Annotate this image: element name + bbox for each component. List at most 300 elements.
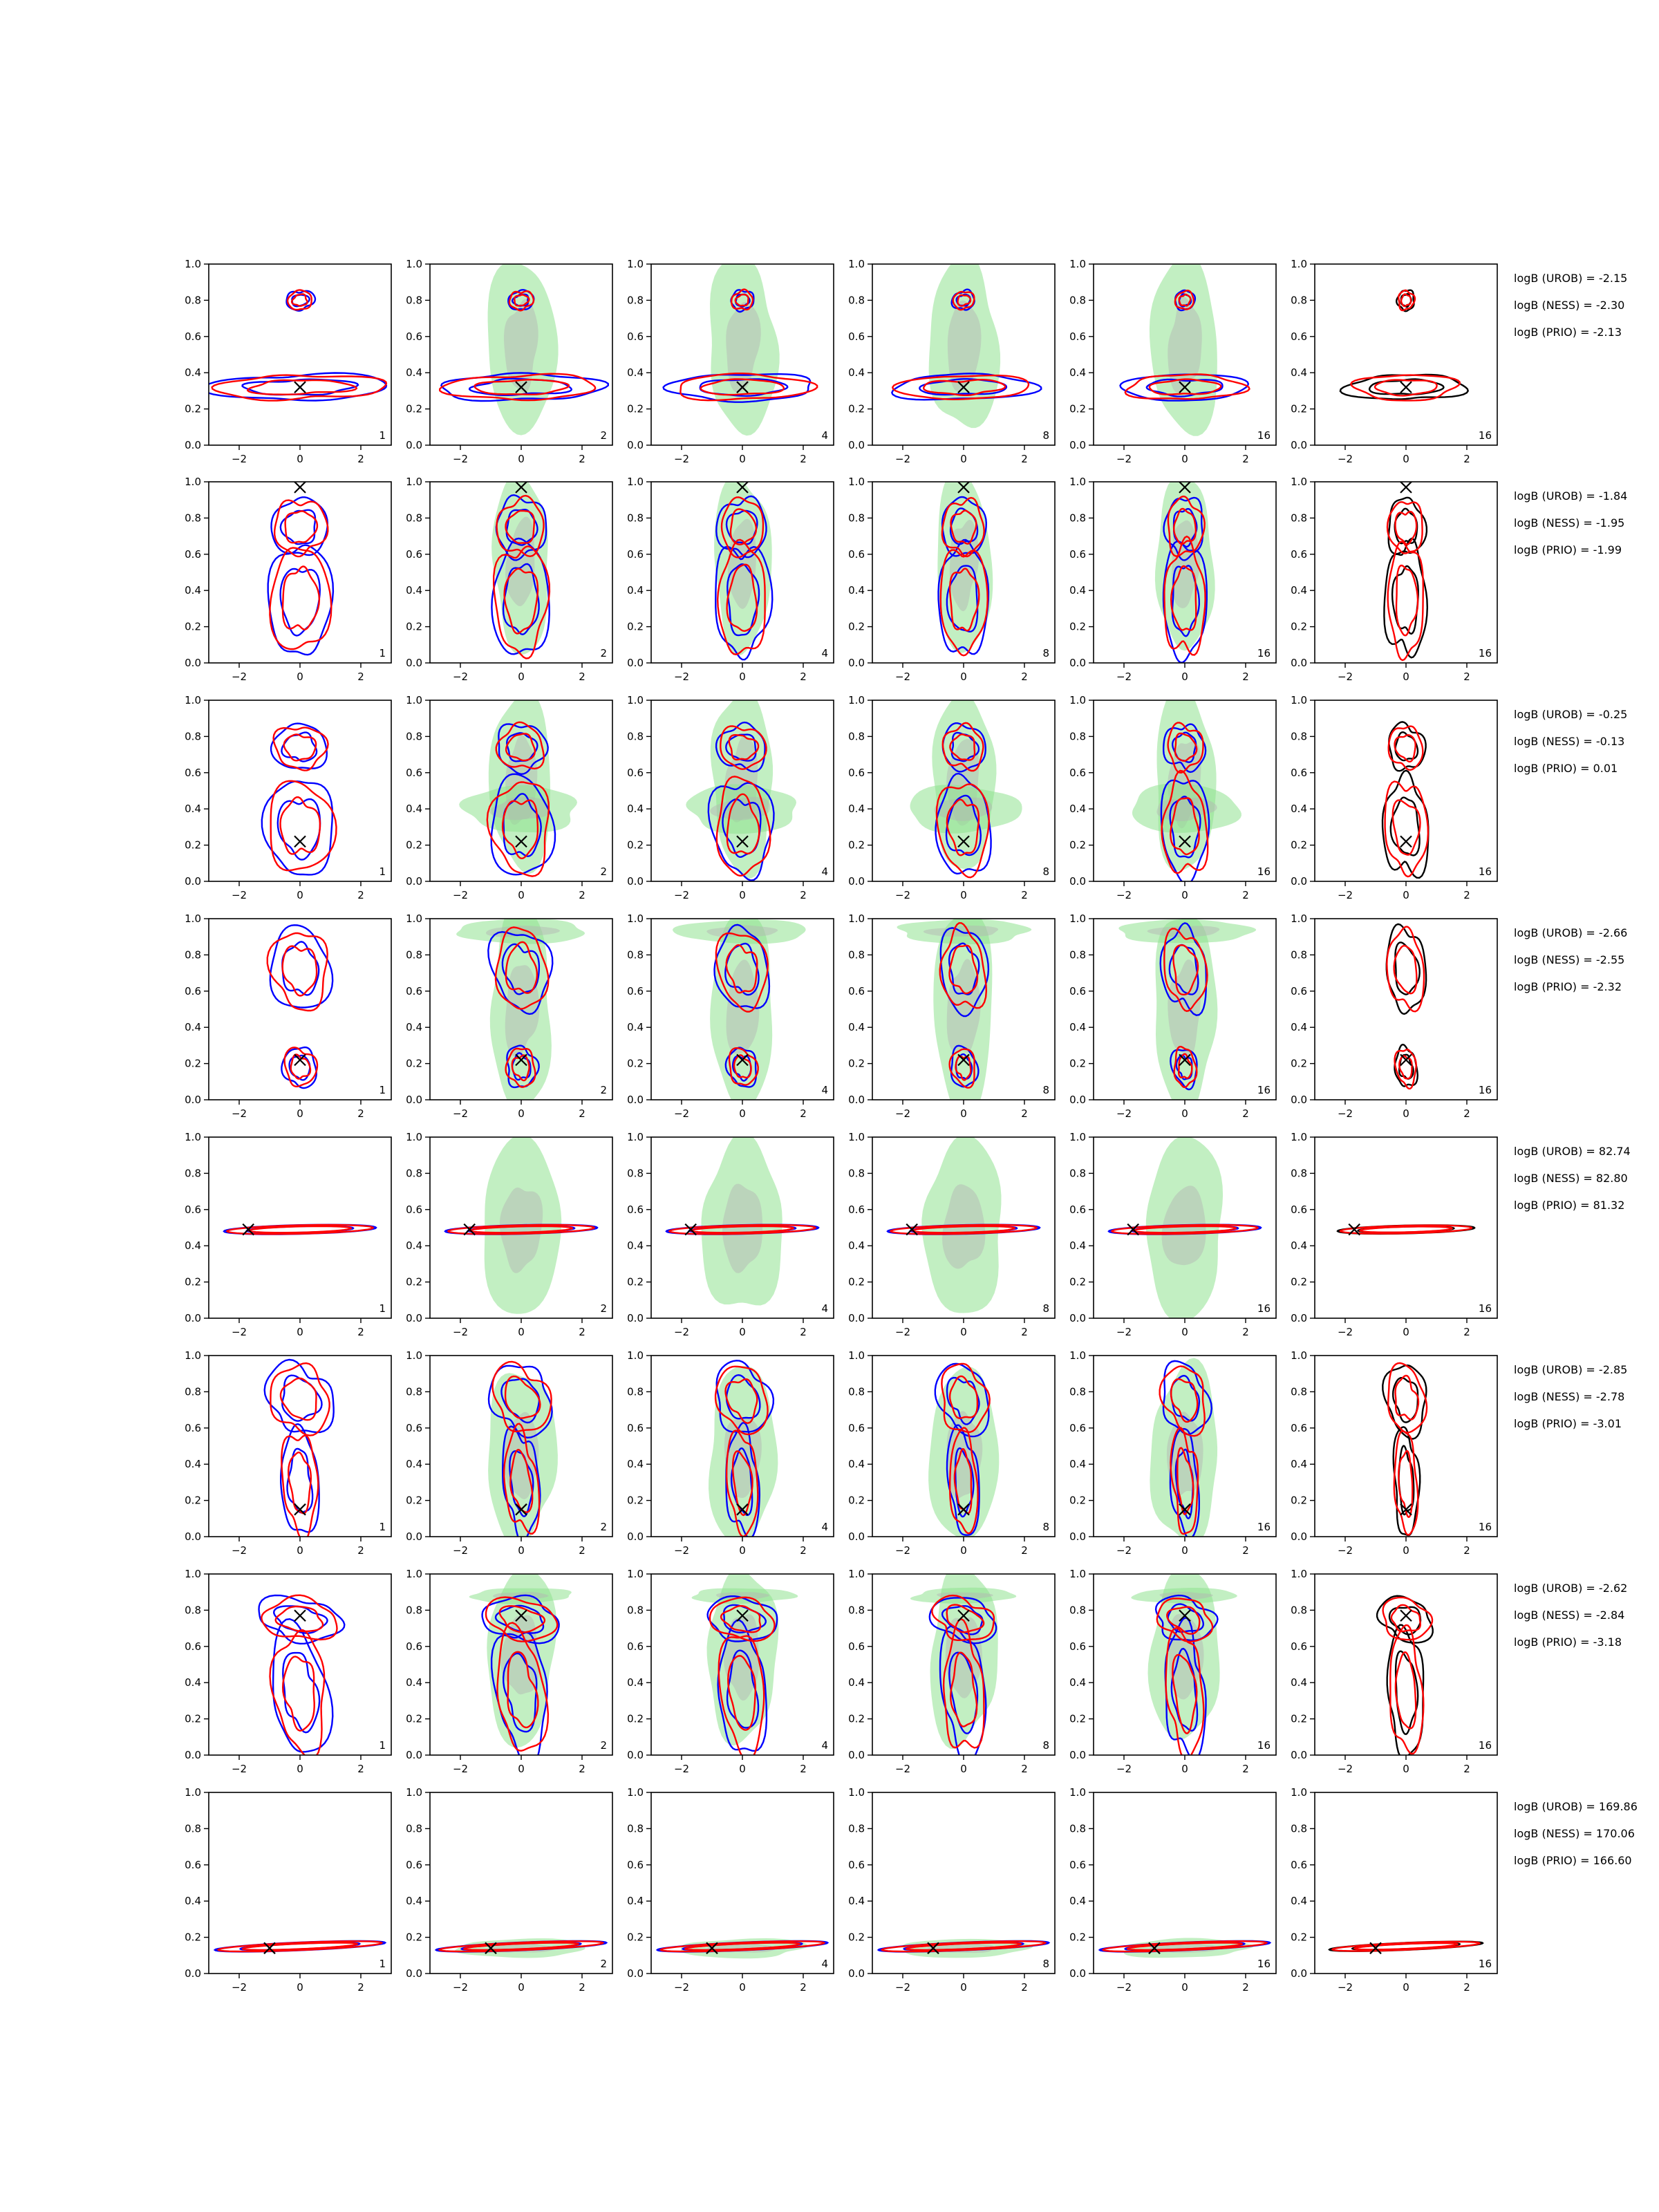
y-tick-label: 0.6	[1291, 1203, 1307, 1216]
y-tick-label: 0.6	[627, 1203, 644, 1216]
y-tick-label: 0.8	[627, 1822, 644, 1835]
y-tick-label: 0.8	[627, 1604, 644, 1617]
y-tick-label: 1.0	[848, 476, 865, 488]
x-tick-label: 2	[800, 889, 807, 901]
panel-corner-label: 4	[821, 1739, 828, 1752]
y-tick-label: 0.0	[1069, 657, 1086, 669]
x-tick-label: 2	[579, 889, 585, 901]
logb-value-2: logB (NESS) = -1.95	[1514, 516, 1625, 529]
y-tick-label: 0.0	[848, 657, 865, 669]
y-tick-label: 1.0	[185, 1131, 201, 1143]
y-tick-label: 0.0	[1069, 875, 1086, 888]
x-tick-label: 0	[297, 1326, 303, 1338]
y-tick-label: 0.4	[185, 1895, 201, 1908]
x-tick-label: −2	[894, 1763, 911, 1775]
y-tick-label: 0.6	[185, 1640, 201, 1653]
y-tick-label: 0.6	[1291, 1858, 1307, 1871]
y-tick-label: 0.0	[848, 875, 865, 888]
y-tick-label: 1.0	[1069, 912, 1086, 925]
x-tick-label: 0	[1403, 1107, 1409, 1120]
y-tick-label: 0.4	[1069, 803, 1086, 816]
y-tick-label: 0.8	[1291, 1604, 1307, 1617]
panel-corner-label: 1	[379, 1302, 386, 1315]
y-tick-label: 0.2	[406, 838, 422, 852]
y-tick-label: 0.2	[848, 1931, 865, 1944]
y-tick-label: 0.0	[1291, 657, 1307, 669]
y-tick-label: 1.0	[1069, 694, 1086, 706]
y-tick-label: 0.8	[1291, 1822, 1307, 1835]
y-tick-label: 1.0	[848, 258, 865, 270]
x-tick-label: −2	[673, 671, 690, 683]
y-tick-label: 0.2	[1069, 1057, 1086, 1070]
y-tick-label: 1.0	[1069, 1131, 1086, 1143]
y-tick-label: 1.0	[185, 1349, 201, 1362]
y-tick-label: 0.8	[1069, 1385, 1086, 1398]
y-tick-label: 0.8	[848, 512, 865, 525]
y-tick-label: 1.0	[848, 1349, 865, 1362]
y-tick-label: 0.2	[1291, 620, 1307, 633]
logb-value-2: logB (NESS) = -2.78	[1514, 1390, 1625, 1403]
y-tick-label: 0.4	[1069, 1458, 1086, 1471]
x-tick-label: 0	[960, 671, 967, 683]
panel-corner-label: 1	[379, 1739, 386, 1752]
x-tick-label: −2	[452, 1107, 469, 1120]
x-tick-label: 2	[579, 1326, 585, 1338]
y-tick-label: 0.4	[185, 1021, 201, 1034]
y-tick-label: 1.0	[185, 1786, 201, 1799]
y-tick-label: 0.4	[1069, 1021, 1086, 1034]
y-tick-label: 0.8	[627, 948, 644, 962]
x-tick-label: −2	[894, 1981, 911, 1994]
x-tick-label: 2	[800, 1544, 807, 1557]
y-tick-label: 0.6	[406, 1640, 422, 1653]
y-tick-label: 0.8	[1291, 512, 1307, 525]
y-tick-label: 0.2	[185, 1712, 201, 1725]
y-tick-label: 0.0	[1069, 439, 1086, 451]
y-tick-label: 0.4	[185, 1676, 201, 1689]
logb-value-3: logB (PRIO) = -1.99	[1514, 543, 1622, 556]
y-tick-label: 0.0	[1069, 1312, 1086, 1324]
x-tick-label: 0	[297, 1763, 303, 1775]
y-tick-label: 0.6	[406, 1858, 422, 1871]
x-tick-label: 2	[800, 1326, 807, 1338]
y-tick-label: 0.2	[185, 1494, 201, 1507]
x-tick-label: 0	[1181, 453, 1188, 465]
panel-corner-label: 2	[600, 429, 607, 442]
x-tick-label: 2	[1021, 671, 1028, 683]
panel-corner-label: 8	[1042, 429, 1049, 442]
x-tick-label: 2	[1021, 1544, 1028, 1557]
y-tick-label: 0.2	[627, 1057, 644, 1070]
y-tick-label: 1.0	[406, 694, 422, 706]
x-tick-label: 2	[357, 671, 364, 683]
y-tick-label: 0.0	[185, 1094, 201, 1106]
y-tick-label: 1.0	[848, 912, 865, 925]
y-tick-label: 0.0	[406, 875, 422, 888]
y-tick-label: 0.6	[848, 984, 865, 997]
panel-corner-label: 16	[1257, 1084, 1271, 1096]
x-tick-label: 2	[1242, 1107, 1249, 1120]
y-tick-label: 0.4	[848, 366, 865, 379]
panel-corner-label: 2	[600, 1521, 607, 1533]
panel-corner-label: 4	[821, 1521, 828, 1533]
panel-corner-label: 16	[1257, 1302, 1271, 1315]
logb-value-1: logB (UROB) = 82.74	[1514, 1145, 1631, 1158]
x-tick-label: 0	[1181, 1981, 1188, 1994]
y-tick-label: 0.6	[1291, 766, 1307, 779]
y-tick-label: 0.6	[627, 1421, 644, 1434]
y-tick-label: 0.4	[185, 366, 201, 379]
y-tick-label: 0.8	[185, 512, 201, 525]
x-tick-label: −2	[1337, 889, 1353, 901]
y-tick-label: 1.0	[1069, 1786, 1086, 1799]
y-tick-label: 0.8	[185, 948, 201, 962]
y-tick-label: 0.8	[627, 1167, 644, 1180]
y-tick-label: 0.4	[627, 803, 644, 816]
y-tick-label: 0.6	[627, 766, 644, 779]
x-tick-label: −2	[1116, 1107, 1132, 1120]
panel-corner-label: 8	[1042, 1958, 1049, 1970]
x-tick-label: 2	[1463, 1544, 1470, 1557]
x-tick-label: 2	[357, 1326, 364, 1338]
y-tick-label: 0.2	[627, 1275, 644, 1288]
y-tick-label: 0.2	[1069, 1931, 1086, 1944]
y-tick-label: 0.2	[848, 620, 865, 633]
y-tick-label: 0.6	[406, 984, 422, 997]
y-tick-label: 1.0	[406, 1349, 422, 1362]
y-tick-label: 0.4	[1291, 1021, 1307, 1034]
y-tick-label: 0.6	[1069, 1421, 1086, 1434]
x-tick-label: 0	[297, 1107, 303, 1120]
y-tick-label: 0.4	[1291, 366, 1307, 379]
y-tick-label: 0.2	[1291, 1057, 1307, 1070]
panel-corner-label: 16	[1478, 1302, 1492, 1315]
x-tick-label: 0	[1403, 671, 1409, 683]
x-tick-label: 0	[1181, 889, 1188, 901]
y-tick-label: 1.0	[848, 1131, 865, 1143]
x-tick-label: 0	[297, 889, 303, 901]
y-tick-label: 0.8	[1069, 730, 1086, 743]
y-tick-label: 0.6	[1291, 984, 1307, 997]
y-tick-label: 0.0	[185, 875, 201, 888]
x-tick-label: 0	[960, 1326, 967, 1338]
x-tick-label: −2	[1116, 453, 1132, 465]
x-tick-label: 0	[518, 453, 525, 465]
y-tick-label: 0.4	[185, 803, 201, 816]
y-tick-label: 0.0	[627, 1749, 644, 1761]
y-tick-label: 0.0	[1291, 1749, 1307, 1761]
x-tick-label: 0	[739, 453, 746, 465]
panel-corner-label: 16	[1257, 647, 1271, 659]
y-tick-label: 0.8	[1291, 730, 1307, 743]
x-tick-label: 0	[1403, 1763, 1409, 1775]
y-tick-label: 0.6	[627, 984, 644, 997]
y-tick-label: 0.6	[185, 766, 201, 779]
y-tick-label: 1.0	[627, 258, 644, 270]
y-tick-label: 0.0	[627, 1530, 644, 1543]
x-tick-label: 2	[357, 1981, 364, 1994]
y-tick-label: 0.8	[1291, 1167, 1307, 1180]
y-tick-label: 0.8	[406, 1604, 422, 1617]
x-tick-label: −2	[1337, 1544, 1353, 1557]
x-tick-label: 2	[357, 1107, 364, 1120]
y-tick-label: 0.4	[1291, 584, 1307, 597]
y-tick-label: 1.0	[1069, 1568, 1086, 1580]
x-tick-label: −2	[894, 671, 911, 683]
x-tick-label: 0	[739, 1107, 746, 1120]
y-tick-label: 0.0	[848, 1530, 865, 1543]
y-tick-label: 1.0	[1291, 258, 1307, 270]
x-tick-label: 0	[1403, 453, 1409, 465]
y-tick-label: 0.4	[1291, 1458, 1307, 1471]
x-tick-label: −2	[1116, 1763, 1132, 1775]
y-tick-label: 1.0	[406, 1568, 422, 1580]
x-tick-label: 2	[800, 1763, 807, 1775]
y-tick-label: 0.6	[627, 547, 644, 561]
y-tick-label: 0.6	[1069, 330, 1086, 343]
y-tick-label: 0.2	[848, 1057, 865, 1070]
logb-value-1: logB (UROB) = 169.86	[1514, 1800, 1638, 1813]
y-tick-label: 0.0	[1069, 1749, 1086, 1761]
x-tick-label: 2	[800, 1107, 807, 1120]
y-tick-label: 0.6	[1291, 1421, 1307, 1434]
y-tick-label: 0.2	[1291, 402, 1307, 415]
x-tick-label: −2	[1116, 1544, 1132, 1557]
y-tick-label: 1.0	[185, 912, 201, 925]
y-tick-label: 0.8	[1069, 512, 1086, 525]
x-tick-label: 2	[1242, 1326, 1249, 1338]
y-tick-label: 0.0	[406, 1094, 422, 1106]
y-tick-label: 0.4	[1069, 1239, 1086, 1253]
x-tick-label: −2	[1116, 671, 1132, 683]
y-tick-label: 0.0	[185, 439, 201, 451]
y-tick-label: 0.8	[406, 1385, 422, 1398]
x-tick-label: 0	[518, 1544, 525, 1557]
logb-value-1: logB (UROB) = -2.62	[1514, 1582, 1628, 1595]
y-tick-label: 0.4	[1291, 1895, 1307, 1908]
x-tick-label: 2	[1242, 1544, 1249, 1557]
y-tick-label: 0.6	[185, 984, 201, 997]
y-tick-label: 0.8	[848, 730, 865, 743]
x-tick-label: 0	[1403, 889, 1409, 901]
y-tick-label: 1.0	[1069, 476, 1086, 488]
y-tick-label: 0.0	[1291, 1094, 1307, 1106]
x-tick-label: 2	[1463, 889, 1470, 901]
y-tick-label: 0.6	[848, 330, 865, 343]
y-tick-label: 0.0	[627, 1967, 644, 1980]
x-tick-label: 0	[518, 889, 525, 901]
y-tick-label: 0.4	[185, 1458, 201, 1471]
panel-corner-label: 1	[379, 429, 386, 442]
y-tick-label: 0.4	[185, 584, 201, 597]
y-tick-label: 0.4	[627, 584, 644, 597]
y-tick-label: 0.0	[406, 657, 422, 669]
panel-corner-label: 4	[821, 1958, 828, 1970]
x-tick-label: 0	[518, 671, 525, 683]
logb-value-3: logB (PRIO) = -2.13	[1514, 326, 1622, 339]
y-tick-label: 0.0	[406, 1967, 422, 1980]
x-tick-label: 0	[518, 1326, 525, 1338]
y-tick-label: 0.8	[848, 294, 865, 307]
panel-corner-label: 4	[821, 429, 828, 442]
y-tick-label: 0.6	[185, 1421, 201, 1434]
y-tick-label: 0.0	[1291, 1312, 1307, 1324]
logb-value-2: logB (NESS) = -2.84	[1514, 1609, 1625, 1622]
x-tick-label: −2	[452, 1326, 469, 1338]
y-tick-label: 0.4	[406, 1895, 422, 1908]
panel-corner-label: 2	[600, 1084, 607, 1096]
x-tick-label: 2	[579, 453, 585, 465]
x-tick-label: 0	[297, 671, 303, 683]
y-tick-label: 1.0	[1291, 912, 1307, 925]
panel-corner-label: 16	[1257, 1958, 1271, 1970]
x-tick-label: 0	[1403, 1981, 1409, 1994]
y-tick-label: 0.8	[1291, 1385, 1307, 1398]
x-tick-label: 2	[357, 1544, 364, 1557]
panel-corner-label: 8	[1042, 865, 1049, 878]
x-tick-label: 2	[800, 1981, 807, 1994]
y-tick-label: 0.4	[1069, 584, 1086, 597]
panel-corner-label: 4	[821, 1084, 828, 1096]
x-tick-label: 0	[960, 1544, 967, 1557]
y-tick-label: 0.6	[185, 1203, 201, 1216]
y-tick-label: 0.0	[848, 439, 865, 451]
y-tick-label: 0.4	[1069, 366, 1086, 379]
y-tick-label: 0.0	[1069, 1530, 1086, 1543]
y-tick-label: 0.2	[185, 838, 201, 852]
x-tick-label: 2	[1242, 453, 1249, 465]
y-tick-label: 0.4	[627, 1458, 644, 1471]
y-tick-label: 0.0	[185, 1749, 201, 1761]
y-tick-label: 0.0	[406, 1749, 422, 1761]
y-tick-label: 0.4	[1069, 1676, 1086, 1689]
y-tick-label: 0.2	[848, 402, 865, 415]
y-tick-label: 0.2	[1069, 402, 1086, 415]
y-tick-label: 0.0	[848, 1094, 865, 1106]
y-tick-label: 0.2	[1069, 1712, 1086, 1725]
x-tick-label: 2	[1021, 1763, 1028, 1775]
y-tick-label: 0.4	[848, 1458, 865, 1471]
x-tick-label: −2	[231, 1544, 247, 1557]
y-tick-label: 1.0	[627, 1349, 644, 1362]
x-tick-label: 0	[960, 1107, 967, 1120]
x-tick-label: 0	[960, 1981, 967, 1994]
x-tick-label: 2	[357, 1763, 364, 1775]
y-tick-label: 0.4	[848, 1021, 865, 1034]
x-tick-label: 0	[297, 1981, 303, 1994]
y-tick-label: 0.6	[406, 1421, 422, 1434]
y-tick-label: 0.2	[185, 1057, 201, 1070]
y-tick-label: 0.2	[627, 1931, 644, 1944]
y-tick-label: 0.2	[848, 838, 865, 852]
y-tick-label: 1.0	[1291, 1786, 1307, 1799]
x-tick-label: −2	[673, 1763, 690, 1775]
y-tick-label: 1.0	[627, 912, 644, 925]
x-tick-label: −2	[894, 1326, 911, 1338]
y-tick-label: 0.6	[1069, 1858, 1086, 1871]
x-tick-label: 2	[1021, 889, 1028, 901]
y-tick-label: 0.8	[406, 948, 422, 962]
y-tick-label: 0.8	[848, 1167, 865, 1180]
panel-corner-label: 16	[1478, 429, 1492, 442]
x-tick-label: 0	[518, 1981, 525, 1994]
x-tick-label: 2	[1021, 1981, 1028, 1994]
y-tick-label: 0.4	[406, 1458, 422, 1471]
y-tick-label: 0.2	[627, 838, 644, 852]
logb-value-2: logB (NESS) = -0.13	[1514, 735, 1625, 748]
y-tick-label: 0.0	[627, 1094, 644, 1106]
x-tick-label: 0	[1181, 1544, 1188, 1557]
y-tick-label: 1.0	[406, 258, 422, 270]
logb-value-1: logB (UROB) = -0.25	[1514, 708, 1628, 721]
panel-corner-label: 8	[1042, 647, 1049, 659]
x-tick-label: −2	[231, 1763, 247, 1775]
y-tick-label: 0.2	[627, 1494, 644, 1507]
x-tick-label: 2	[1242, 1981, 1249, 1994]
y-tick-label: 0.4	[627, 366, 644, 379]
y-tick-label: 0.0	[848, 1749, 865, 1761]
x-tick-label: −2	[231, 1326, 247, 1338]
y-tick-label: 0.0	[848, 1312, 865, 1324]
y-tick-label: 0.2	[1069, 620, 1086, 633]
y-tick-label: 0.2	[1291, 1931, 1307, 1944]
y-tick-label: 0.4	[406, 1021, 422, 1034]
panel-corner-label: 8	[1042, 1084, 1049, 1096]
x-tick-label: 0	[1181, 1763, 1188, 1775]
y-tick-label: 1.0	[185, 258, 201, 270]
panel-corner-label: 16	[1478, 1739, 1492, 1752]
y-tick-label: 0.8	[627, 1385, 644, 1398]
y-tick-label: 0.8	[848, 948, 865, 962]
panel-corner-label: 2	[600, 1302, 607, 1315]
x-tick-label: 0	[739, 1326, 746, 1338]
y-tick-label: 0.6	[185, 547, 201, 561]
panel-corner-label: 4	[821, 647, 828, 659]
panel-corner-label: 2	[600, 647, 607, 659]
x-tick-label: −2	[673, 453, 690, 465]
y-tick-label: 0.2	[406, 1275, 422, 1288]
y-tick-label: 0.4	[1291, 803, 1307, 816]
y-tick-label: 0.0	[1069, 1094, 1086, 1106]
panel-corner-label: 16	[1478, 865, 1492, 878]
y-tick-label: 0.2	[406, 1712, 422, 1725]
y-tick-label: 0.4	[848, 1676, 865, 1689]
y-tick-label: 1.0	[848, 1568, 865, 1580]
y-tick-label: 0.0	[185, 1967, 201, 1980]
y-tick-label: 0.2	[185, 620, 201, 633]
y-tick-label: 0.2	[406, 1057, 422, 1070]
x-tick-label: 2	[579, 1107, 585, 1120]
y-tick-label: 0.8	[1291, 948, 1307, 962]
x-tick-label: 2	[1021, 1326, 1028, 1338]
y-tick-label: 1.0	[185, 476, 201, 488]
x-tick-label: −2	[231, 1107, 247, 1120]
y-tick-label: 0.6	[406, 547, 422, 561]
y-tick-label: 0.8	[185, 294, 201, 307]
y-tick-label: 1.0	[406, 1131, 422, 1143]
y-tick-label: 0.6	[627, 1858, 644, 1871]
y-tick-label: 0.2	[406, 1494, 422, 1507]
y-tick-label: 0.4	[406, 366, 422, 379]
x-tick-label: 2	[1463, 671, 1470, 683]
x-tick-label: 0	[739, 671, 746, 683]
x-tick-label: −2	[1337, 1107, 1353, 1120]
y-tick-label: 0.0	[185, 1312, 201, 1324]
panel-corner-label: 2	[600, 865, 607, 878]
x-tick-label: −2	[1116, 1326, 1132, 1338]
x-tick-label: 0	[297, 453, 303, 465]
y-tick-label: 1.0	[1069, 1349, 1086, 1362]
